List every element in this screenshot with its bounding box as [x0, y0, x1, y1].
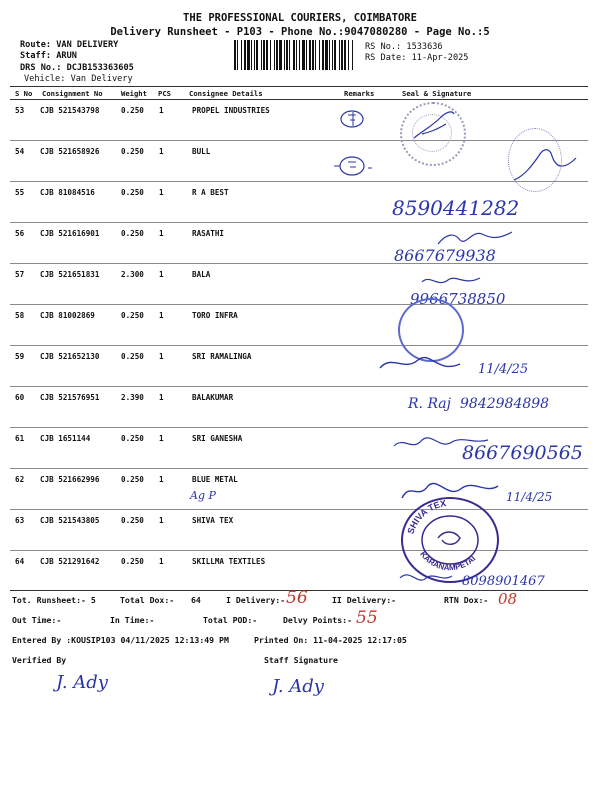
row-consignee: BALAKUMAR	[192, 393, 234, 402]
row-consignee: SRI GANESHA	[192, 434, 243, 443]
signature	[510, 140, 584, 190]
row-consignment: CJB 1651144	[40, 434, 91, 443]
row-weight: 2.300	[121, 270, 144, 279]
total-pod-label: Total POD:-	[203, 615, 258, 625]
handwritten-phone: 8098901467	[462, 574, 545, 589]
row-weight: 0.250	[121, 147, 144, 156]
row-consignee: SKILLMA TEXTILES	[192, 557, 266, 566]
route-label: Route: VAN DELIVERY	[20, 40, 119, 50]
total-dox-label: Total Dox:-	[120, 595, 175, 605]
drs-number: DRS No.: DCJB153363605	[20, 63, 134, 73]
handwritten-date: 11/4/25	[478, 362, 529, 377]
row-sno: 58	[15, 311, 25, 320]
i-delivery-value: 56	[286, 588, 308, 608]
row-rule	[10, 140, 588, 141]
row-consignee: BLUE METAL	[192, 475, 238, 484]
signature	[396, 566, 456, 588]
table-top-rule	[10, 86, 588, 87]
row-consignment: CJB 521616901	[40, 229, 100, 238]
delvy-points-label: Delvy Points:-	[283, 615, 353, 625]
verified-signature: J. Ady	[56, 672, 108, 693]
col-pcs: PCS	[158, 89, 171, 98]
handwritten-signature: R. Raj	[408, 396, 451, 412]
verified-by-label: Verified By	[12, 655, 67, 665]
row-rule	[10, 345, 588, 346]
handwritten-phone: 9966738850	[410, 290, 506, 308]
row-weight: 0.250	[121, 188, 144, 197]
row-weight: 0.250	[121, 229, 144, 238]
i-delivery-label: I Delivery:-	[226, 595, 286, 605]
row-sno: 55	[15, 188, 25, 197]
runsheet-title: Delivery Runsheet - P103 - Phone No.:9047080280 - Page No.:5	[110, 26, 490, 38]
ii-delivery-label: II Delivery:-	[332, 595, 397, 605]
row-consignee: TORO INFRA	[192, 311, 238, 320]
table-row	[0, 263, 600, 304]
col-consignment: Consignment No	[42, 89, 103, 98]
row-pcs: 1	[159, 393, 164, 402]
row-consignment: CJB 521658926	[40, 147, 100, 156]
row-rule	[10, 468, 588, 469]
row-pcs: 1	[159, 270, 164, 279]
handwritten-phone: 9842984898	[460, 396, 550, 412]
staff-signature: J. Ady	[272, 676, 324, 697]
row-pcs: 1	[159, 516, 164, 525]
row-rule	[10, 263, 588, 264]
table-row	[0, 99, 600, 140]
row-pcs: 1	[159, 147, 164, 156]
handwritten-phone: 8590441282	[392, 196, 520, 220]
row-consignment: CJB 81002869	[40, 311, 95, 320]
row-pcs: 1	[159, 352, 164, 361]
row-consignment: CJB 81084516	[40, 188, 95, 197]
row-sno: 56	[15, 229, 25, 238]
row-sno: 60	[15, 393, 25, 402]
col-remarks: Remarks	[344, 89, 375, 98]
rs-date: RS Date: 11-Apr-2025	[365, 53, 469, 63]
signature	[378, 344, 468, 380]
col-seal-signature: Seal & Signature	[402, 89, 472, 98]
row-pcs: 1	[159, 188, 164, 197]
total-dox-value: 64	[191, 595, 201, 605]
entered-by: Entered By :KOUSIP103 04/11/2025 12:13:49 PM	[12, 635, 229, 645]
svg-text:SHIVA TEX: SHIVA TEX	[405, 498, 447, 536]
svg-text:KARANAMPETAI: KARANAMPETAI	[418, 549, 478, 573]
vehicle-label: Vehicle: Van Delivery	[24, 74, 133, 84]
row-sno: 61	[15, 434, 25, 443]
staff-signature-label: Staff Signature	[264, 655, 338, 665]
remark-mark	[332, 152, 376, 178]
row-consignee: PROPEL INDUSTRIES	[192, 106, 270, 115]
table-row	[0, 509, 600, 550]
company-name: THE PROFESSIONAL COURIERS, COIMBATORE	[183, 12, 417, 24]
row-sno: 63	[15, 516, 25, 525]
row-consignment: CJB 521576951	[40, 393, 100, 402]
tot-runsheet: Tot. Runsheet:- 5	[12, 595, 96, 605]
row-rule	[10, 222, 588, 223]
row-weight: 0.250	[121, 106, 144, 115]
row-sno: 59	[15, 352, 25, 361]
out-time-label: Out Time:-	[12, 615, 62, 625]
row-sno: 64	[15, 557, 25, 566]
in-time-label: In Time:-	[110, 615, 155, 625]
handwritten-note: Ag P	[190, 489, 216, 502]
barcode	[234, 40, 354, 70]
row-weight: 0.250	[121, 311, 144, 320]
table-row	[0, 304, 600, 345]
row-consignee: BULL	[192, 147, 211, 156]
rtn-dox-label: RTN Dox:-	[444, 595, 489, 605]
row-consignment: CJB 521652130	[40, 352, 100, 361]
row-pcs: 1	[159, 229, 164, 238]
row-sno: 54	[15, 147, 25, 156]
handwritten-phone: 8667679938	[394, 246, 496, 265]
row-rule	[10, 386, 588, 387]
col-sno: S No	[15, 89, 33, 98]
rs-number: RS No.: 1533636	[365, 42, 443, 52]
remark-mark	[336, 106, 376, 130]
col-consignee: Consignee Details	[189, 89, 263, 98]
row-consignment: CJB 521543805	[40, 516, 100, 525]
row-consignee: R A BEST	[192, 188, 229, 197]
delvy-points-value: 55	[356, 608, 378, 628]
row-rule	[10, 427, 588, 428]
row-pcs: 1	[159, 434, 164, 443]
signature	[420, 270, 490, 292]
row-sno: 62	[15, 475, 25, 484]
printed-on: Printed On: 11-04-2025 12:17:05	[254, 635, 407, 645]
row-consignee: SHIVA TEX	[192, 516, 234, 525]
row-consignee: SRI RAMALINGA	[192, 352, 252, 361]
row-pcs: 1	[159, 106, 164, 115]
row-consignment: CJB 521651831	[40, 270, 100, 279]
row-consignee: BALA	[192, 270, 211, 279]
row-pcs: 1	[159, 311, 164, 320]
signature	[436, 226, 516, 248]
row-consignment: CJB 521543798	[40, 106, 100, 115]
row-pcs: 1	[159, 475, 164, 484]
col-weight: Weight	[121, 89, 147, 98]
row-weight: 0.250	[121, 557, 144, 566]
row-sno: 57	[15, 270, 25, 279]
row-weight: 2.390	[121, 393, 144, 402]
handwritten-phone: 8667690565	[462, 442, 583, 464]
row-consignment: CJB 521662996	[40, 475, 100, 484]
row-weight: 0.250	[121, 516, 144, 525]
rtn-dox-value: 08	[498, 590, 518, 608]
row-consignment: CJB 521291642	[40, 557, 100, 566]
staff-label: Staff: ARUN	[20, 51, 77, 61]
row-weight: 0.250	[121, 434, 144, 443]
row-weight: 0.250	[121, 475, 144, 484]
row-weight: 0.250	[121, 352, 144, 361]
signature	[412, 108, 456, 142]
handwritten-date: 11/4/25	[506, 490, 553, 504]
row-pcs: 1	[159, 557, 164, 566]
row-rule	[10, 181, 588, 182]
row-sno: 53	[15, 106, 25, 115]
row-consignee: RASATHI	[192, 229, 225, 238]
